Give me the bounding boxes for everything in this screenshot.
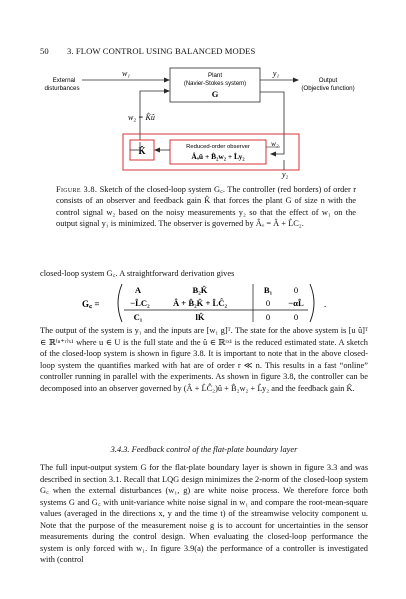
output-label-2: (Objective function)	[301, 85, 355, 92]
observer-equation: Âₒû + B̂₂w₂ + L̂y₂	[191, 152, 245, 161]
external-disturbances-label-1: External	[52, 77, 76, 84]
running-title: 3. FLOW CONTROL USING BALANCED MODES	[67, 46, 256, 56]
eq-r3-c3: 0	[265, 312, 271, 322]
eq-r1-c3: B₁	[263, 285, 273, 295]
caption-text: Sketch of the closed-loop system G꜀. The controller (red borders) of order r consists of an observer and feedback gain K̂ that forces the plant G of size n with the control signal w₂ based on the noisy measurements y₂ so that the effect of w₁ on the output signal y₁ is minimized. The observer is governed by Âₒ = Â + L̂C₂.	[56, 185, 356, 228]
observer-to-k-arrowhead	[154, 148, 160, 153]
eq-r1-c4: 0	[293, 285, 299, 295]
figure-caption	[56, 184, 356, 229]
eq-r2-c1: −L̂C₂	[130, 298, 150, 308]
w2-label: w₂	[271, 139, 279, 148]
plant-title: Plant	[207, 72, 223, 79]
plant-subtitle: (Navier-Stokes system)	[183, 81, 247, 87]
eq-r3-c4: 0	[293, 312, 299, 322]
closed-loop-figure	[40, 62, 370, 182]
output-label-1: Output	[318, 77, 338, 84]
plant-symbol: G	[211, 89, 219, 99]
section-heading: 3.4.3. Feedback control of the flat-plate boundary layer	[110, 445, 298, 454]
feedback-arrowhead	[164, 89, 170, 94]
eq-r2-c3: 0	[265, 298, 271, 308]
observer-title: Reduced-order observer	[186, 144, 250, 150]
eq-r1-c2: B₂K̂	[192, 285, 208, 295]
paragraph-1: closed-loop system G꜀. A straightforward derivation gives	[40, 269, 235, 278]
w1-arrowhead	[164, 78, 170, 83]
eq-r1-c1: A	[134, 285, 142, 295]
w2-equation: w₂ = K̂û	[128, 113, 155, 122]
closed-loop-equation	[40, 282, 368, 324]
paragraph-3: The full input-output system G for the flat-plate boundary layer is shown in figure 3.3 and was described in section 3.1. Recall that LQG design minimizes the 2-norm of the closed-loop system G꜀ when the external disturbances (w₁, g) are white noise process. We therefore force both systems G and G꜀ with unit-variance white noise signal in w₁ and compare the root-mean-square values (averaged in the directions x, y and the time t) of the streamwise velocity component u. Note that the purpose of the measurement noise g is to account for uncertainties in the sensor measurements during the control design. When evaluating the closed-loop performance the system is only forced with w₁. In figure 3.9(a) the performance of a controller is investigated with (control	[40, 463, 368, 564]
y1-arrowhead	[293, 78, 299, 83]
y2-arrowhead	[270, 152, 276, 157]
y2-label: y₂	[282, 170, 289, 179]
equation-lhs: G꜀ =	[82, 299, 100, 309]
k-hat-symbol: K̂	[138, 146, 146, 156]
caption-label: Figure 3.8.	[56, 185, 98, 194]
eq-r3-c1: C₁	[133, 312, 143, 322]
w1-label: w₁	[121, 69, 131, 78]
y1-label: y₁	[272, 69, 280, 78]
page-number: 50	[40, 46, 49, 56]
external-disturbances-label-2: disturbances	[44, 85, 80, 92]
eq-period: .	[324, 299, 327, 309]
eq-r2-c4: −αL̂	[288, 298, 304, 308]
left-bracket	[118, 284, 122, 322]
paragraph-2: The output of the system is y₁ and the inputs are [w₁ g]ᵀ. The state for the above system is [u û]ᵀ ∈ ℝ⁽ⁿ⁺ʳ⁾ˣ¹ where u ∈ U is the full state and the û ∈ ℝʳˣ¹ is the reduced estimated state. A sketch of the closed-loop system is shown in figure 3.8. It is important to note that in the above closed-loop system the quantifies marked with hat are of order r ≪ n. This results in a fast “online” controller running in parallel with the experiments. As shown in figure 3.8, the controller can be decomposed into an observer governed by (Â + L̂Ĉ₂)û + B̂₂w₂ + L̂y₂ and the feedback gain K̂.	[40, 326, 368, 393]
eq-r2-c2: Â + B̂₂K̂ + L̂Ĉ₂	[172, 298, 228, 308]
eq-r3-c2: lK̂	[195, 312, 205, 322]
right-bracket	[310, 284, 314, 322]
